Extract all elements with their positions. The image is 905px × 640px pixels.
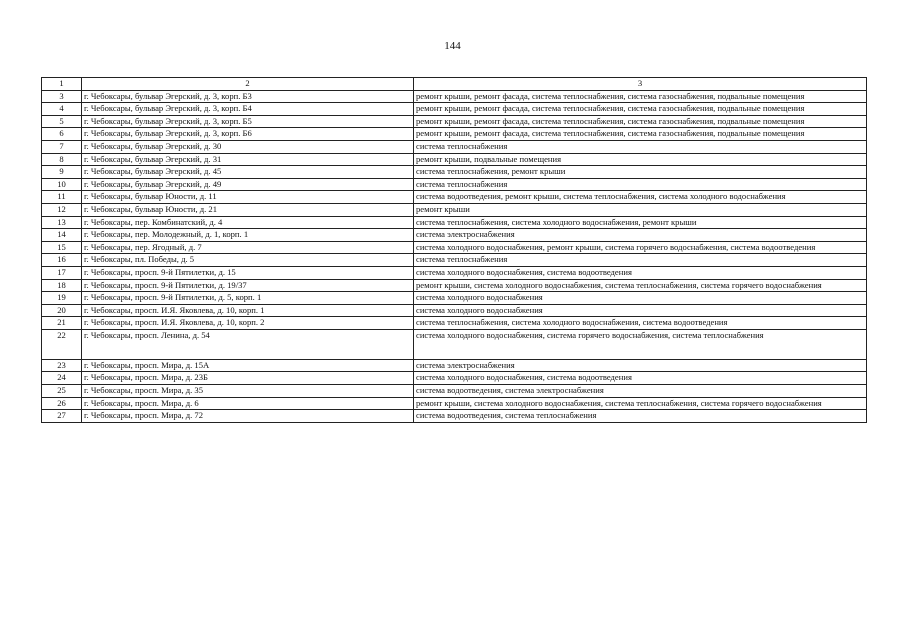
- row-number-cell: 19: [42, 292, 82, 305]
- row-number-cell: 3: [42, 90, 82, 103]
- row-number-cell: 12: [42, 203, 82, 216]
- header-cell-address: 2: [82, 78, 414, 91]
- row-number-cell: 21: [42, 317, 82, 330]
- table-row: [42, 140, 867, 153]
- address-cell: г. Чебоксары, пер. Молодежный, д. 1, корп. 1: [82, 229, 414, 242]
- works-cell: ремонт крыши, ремонт фасада, система теплоснабжения, система газоснабжения, подвальные помещения: [414, 115, 867, 128]
- works-cell: ремонт крыши, подвальные помещения: [414, 153, 867, 166]
- address-cell: г. Чебоксары, бульвар Эгерский, д. 45: [82, 166, 414, 179]
- table-row: [42, 397, 867, 410]
- address-cell: г. Чебоксары, пл. Победы, д. 5: [82, 254, 414, 267]
- address-cell: г. Чебоксары, просп. Мира, д. 23Б: [82, 372, 414, 385]
- address-cell: г. Чебоксары, бульвар Эгерский, д. 3, корп. Б5: [82, 115, 414, 128]
- address-cell: г. Чебоксары, просп. 9-й Пятилетки, д. 19/37: [82, 279, 414, 292]
- address-cell: г. Чебоксары, бульвар Эгерский, д. 30: [82, 140, 414, 153]
- table-row: [42, 279, 867, 292]
- row-number-cell: 23: [42, 359, 82, 372]
- works-cell: система холодного водоснабжения: [414, 304, 867, 317]
- works-cell: система электроснабжения: [414, 229, 867, 242]
- address-cell: г. Чебоксары, бульвар Эгерский, д. 3, корп. Б4: [82, 103, 414, 116]
- works-cell: система теплоснабжения, система холодного водоснабжения, ремонт крыши: [414, 216, 867, 229]
- works-cell: система водоотведения, система теплоснабжения: [414, 410, 867, 423]
- address-cell: г. Чебоксары, бульвар Эгерский, д. 3, корп. Б3: [82, 90, 414, 103]
- row-number-cell: 26: [42, 397, 82, 410]
- works-cell: система холодного водоснабжения: [414, 292, 867, 305]
- address-cell: г. Чебоксары, бульвар Эгерский, д. 49: [82, 178, 414, 191]
- header-cell-works: 3: [414, 78, 867, 91]
- address-cell: г. Чебоксары, просп. Ленина, д. 54: [82, 329, 414, 359]
- table-row: [42, 241, 867, 254]
- table-row: [42, 329, 867, 359]
- works-cell: система водоотведения, ремонт крыши, система теплоснабжения, система холодного водоснабжения: [414, 191, 867, 204]
- table-row: [42, 292, 867, 305]
- works-cell: система теплоснабжения: [414, 178, 867, 191]
- works-cell: система холодного водоснабжения, ремонт крыши, система горячего водоснабжения, система водоотведения: [414, 241, 867, 254]
- row-number-cell: 15: [42, 241, 82, 254]
- address-cell: г. Чебоксары, бульвар Юности, д. 11: [82, 191, 414, 204]
- works-cell: ремонт крыши, система холодного водоснабжения, система теплоснабжения, система горячего водоснабжения: [414, 279, 867, 292]
- row-number-cell: 7: [42, 140, 82, 153]
- row-number-cell: 5: [42, 115, 82, 128]
- table-row: [42, 229, 867, 242]
- works-cell: ремонт крыши: [414, 203, 867, 216]
- works-cell: ремонт крыши, ремонт фасада, система теплоснабжения, система газоснабжения, подвальные помещения: [414, 90, 867, 103]
- address-cell: г. Чебоксары, бульвар Юности, д. 21: [82, 203, 414, 216]
- page-number: 144: [444, 40, 461, 52]
- works-cell: система теплоснабжения, система холодного водоснабжения, система водоотведения: [414, 317, 867, 330]
- row-number-cell: 9: [42, 166, 82, 179]
- row-number-cell: 17: [42, 266, 82, 279]
- row-number-cell: 13: [42, 216, 82, 229]
- address-cell: г. Чебоксары, просп. Мира, д. 35: [82, 385, 414, 398]
- row-number-cell: 25: [42, 385, 82, 398]
- row-number-cell: 11: [42, 191, 82, 204]
- works-table: [41, 77, 867, 423]
- row-number-cell: 6: [42, 128, 82, 141]
- address-cell: г. Чебоксары, бульвар Эгерский, д. 3, корп. Б6: [82, 128, 414, 141]
- row-number-cell: 14: [42, 229, 82, 242]
- address-cell: г. Чебоксары, просп. И.Я. Яковлева, д. 10, корп. 2: [82, 317, 414, 330]
- row-number-cell: 27: [42, 410, 82, 423]
- table-row: [42, 191, 867, 204]
- table-header-row: [42, 78, 867, 91]
- table-row: [42, 178, 867, 191]
- works-cell: система теплоснабжения: [414, 254, 867, 267]
- table-row: [42, 153, 867, 166]
- address-cell: г. Чебоксары, просп. 9-й Пятилетки, д. 5, корп. 1: [82, 292, 414, 305]
- row-number-cell: 10: [42, 178, 82, 191]
- address-cell: г. Чебоксары, просп. Мира, д. 6: [82, 397, 414, 410]
- address-cell: г. Чебоксары, пер. Комбинатский, д. 4: [82, 216, 414, 229]
- table-row: [42, 385, 867, 398]
- row-number-cell: 24: [42, 372, 82, 385]
- row-number-cell: 16: [42, 254, 82, 267]
- table-row: [42, 254, 867, 267]
- row-number-cell: 22: [42, 329, 82, 359]
- table-row: [42, 203, 867, 216]
- works-cell: ремонт крыши, ремонт фасада, система теплоснабжения, система газоснабжения, подвальные помещения: [414, 103, 867, 116]
- address-cell: г. Чебоксары, бульвар Эгерский, д. 31: [82, 153, 414, 166]
- row-number-cell: 4: [42, 103, 82, 116]
- works-cell: система электроснабжения: [414, 359, 867, 372]
- address-cell: г. Чебоксары, просп. 9-й Пятилетки, д. 15: [82, 266, 414, 279]
- table-row: [42, 410, 867, 423]
- address-cell: г. Чебоксары, просп. Мира, д. 72: [82, 410, 414, 423]
- table-row: [42, 128, 867, 141]
- table-row: [42, 304, 867, 317]
- table-row: [42, 266, 867, 279]
- row-number-cell: 20: [42, 304, 82, 317]
- table-row: [42, 90, 867, 103]
- address-cell: г. Чебоксары, просп. Мира, д. 15А: [82, 359, 414, 372]
- table-row: [42, 166, 867, 179]
- works-cell: система водоотведения, система электроснабжения: [414, 385, 867, 398]
- works-cell: система теплоснабжения, ремонт крыши: [414, 166, 867, 179]
- address-cell: г. Чебоксары, просп. И.Я. Яковлева, д. 10, корп. 1: [82, 304, 414, 317]
- table-row: [42, 372, 867, 385]
- address-cell: г. Чебоксары, пер. Ягодный, д. 7: [82, 241, 414, 254]
- works-cell: система холодного водоснабжения, система водоотведения: [414, 372, 867, 385]
- header-cell-number: 1: [42, 78, 82, 91]
- works-cell: система холодного водоснабжения, система водоотведения: [414, 266, 867, 279]
- works-cell: ремонт крыши, система холодного водоснабжения, система теплоснабжения, система горячего водоснабжения: [414, 397, 867, 410]
- table-row: [42, 115, 867, 128]
- table-row: [42, 317, 867, 330]
- works-cell: система холодного водоснабжения, система горячего водоснабжения, система теплоснабжения: [414, 329, 867, 359]
- table-row: [42, 216, 867, 229]
- table-row: [42, 359, 867, 372]
- row-number-cell: 18: [42, 279, 82, 292]
- table-row: [42, 103, 867, 116]
- row-number-cell: 8: [42, 153, 82, 166]
- works-cell: ремонт крыши, ремонт фасада, система теплоснабжения, система газоснабжения, подвальные помещения: [414, 128, 867, 141]
- works-cell: система теплоснабжения: [414, 140, 867, 153]
